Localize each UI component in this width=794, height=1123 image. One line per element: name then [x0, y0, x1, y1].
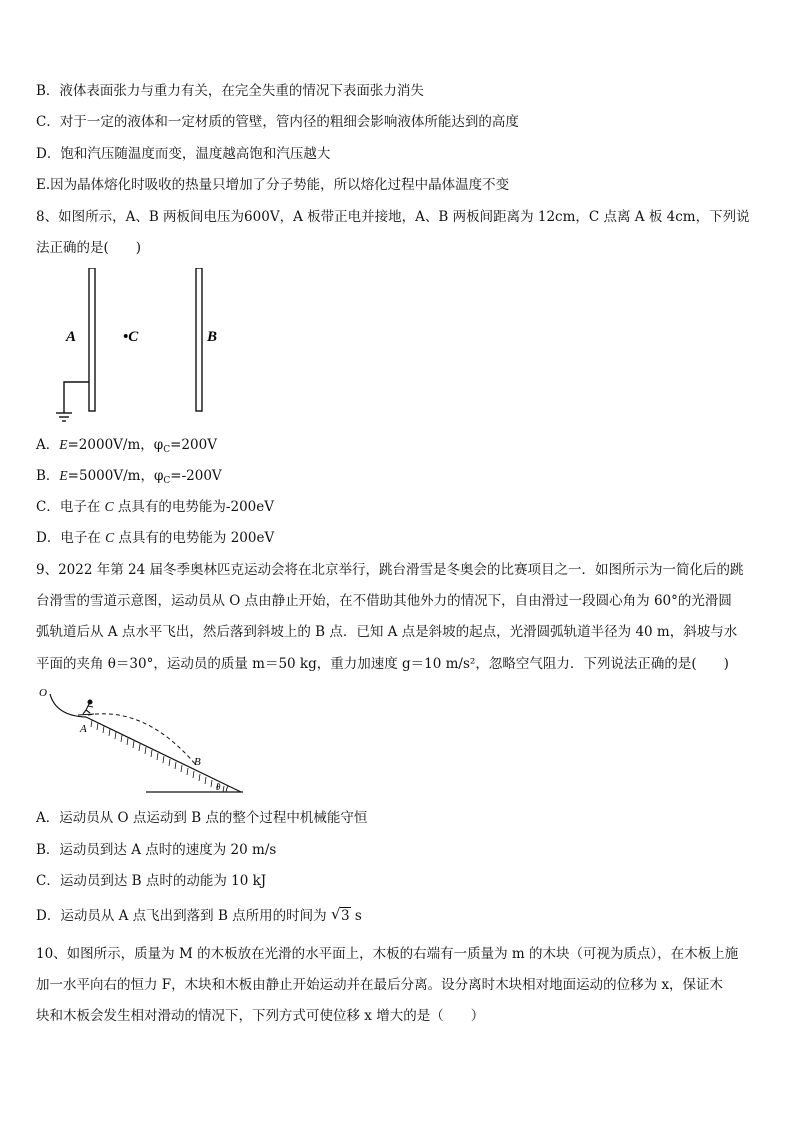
label-plate-b: B: [207, 329, 218, 345]
q8-option-a-prefix: A．: [36, 437, 60, 453]
q8-option-c-prefix: C．电子在: [36, 499, 105, 515]
q7-option-d: D．饱和汽压随温度而变，温度越高饱和汽压越大: [36, 146, 331, 162]
label-o: O: [39, 687, 47, 699]
q9-stem-line-3: 弧轨道后从 A 点水平飞出，然后落到斜坡上的 B 点．已知 A 点是斜坡的起点，光滑圆弧轨道半径为 40 m，斜坡与水: [36, 624, 738, 640]
q8-stem-line-1: 8、如图所示，A、B 两板间电压为600V，A 板带正电并接地，A、B 两板间距离为 12cm，C 点离 A 板 4cm，下列说: [36, 209, 750, 225]
sqrt-symbol: √ 3: [330, 905, 350, 924]
q9-option-c: C．运动员到达 B 点时的动能为 10 kJ: [36, 873, 267, 889]
label-point-c: •C: [123, 329, 139, 345]
q9-option-d: [36, 906, 362, 926]
q9-option-d-prefix: D．运动员从 A 点飞出到落到 B 点所用的时间为: [36, 908, 331, 924]
q8-option-a-middle: =2000V/m，φ: [67, 437, 164, 453]
q10-stem-line-1: 10、如图所示，质量为 M 的木板放在光滑的水平面上，木板的右端有一质量为 m 的木块（可视为质点），在木板上施: [36, 946, 739, 962]
q8-option-b-symbol: E: [59, 468, 68, 483]
label-theta: θ: [216, 782, 221, 792]
q9-stem-line-2: 台滑雪的雪道示意图，运动员从 O 点由静止开始，在不借助其他外力的情况下，自由滑过一段圆心角为 60°的光滑圆: [36, 593, 732, 609]
label-a: A: [80, 723, 87, 735]
q8-option-b-end: =-200V: [170, 468, 222, 484]
q8-option-b-prefix: B．: [36, 468, 60, 484]
ground-wire: [64, 382, 89, 413]
q8-option-a: [36, 435, 217, 460]
q8-option-b-subscript: C: [163, 476, 171, 486]
q9-ski-jump-figure: [36, 686, 251, 798]
q8-option-c-symbol: C: [104, 499, 114, 514]
q10-stem-line-3: 块和木板会发生相对滑动的情况下，下列方式可使位移 x 增大的是（ ）: [36, 1008, 485, 1024]
q10-stem-line-2: 加一水平向右的恒力 F，木块和木板由静止开始运动并在最后分离。设分离时木块相对地面运动的位移为 x，保证木: [36, 977, 724, 993]
q8-option-d-end: 点具有的电势能为 200eV: [114, 530, 275, 546]
angle-arc: [226, 786, 228, 792]
q8-option-c-end: 点具有的电势能为-200eV: [113, 499, 274, 515]
q9-option-a: A．运动员从 O 点运动到 B 点的整个过程中机械能守恒: [36, 810, 368, 826]
q7-option-e: E.因为晶体熔化时吸收的热量只增加了分子势能，所以熔化过程中晶体温度不变: [36, 177, 510, 193]
trajectory-dashed: [88, 714, 196, 765]
q9-option-d-unit: s: [350, 908, 362, 924]
q8-stem-line-2: 法正确的是( ): [36, 240, 142, 256]
q9-stem-line-1: 9、2022 年第 24 届冬季奥林匹克运动会将在北京举行，跳台滑雪是冬奥会的比赛项目之一．如图所示为一简化后的跳: [36, 562, 744, 578]
q8-option-d: [36, 528, 274, 548]
q9-option-b: B．运动员到达 A 点时的速度为 20 m/s: [36, 842, 277, 858]
sqrt-radicand: 3: [340, 908, 350, 924]
q8-capacitor-figure: [50, 268, 240, 428]
q8-option-b-middle: =5000V/m，φ: [67, 468, 164, 484]
slope-line: [86, 717, 241, 792]
q8-option-a-end: =200V: [170, 437, 217, 453]
q8-option-d-prefix: D．电子在: [36, 530, 106, 546]
skier-icon: [78, 700, 94, 715]
q8-option-a-subscript: C: [163, 445, 171, 455]
q7-option-b: B．液体表面张力与重力有关，在完全失重的情况下表面张力消失: [36, 83, 424, 99]
q8-option-a-symbol: E: [59, 437, 68, 452]
plate-b: [196, 268, 202, 411]
q7-option-c: C．对于一定的液体和一定材质的管壁，管内径的粗细会影响液体所能达到的高度: [36, 114, 519, 130]
plate-a: [89, 268, 95, 411]
q8-option-c: [36, 497, 274, 517]
q8-option-b: [36, 466, 222, 491]
label-plate-a: A: [66, 329, 77, 345]
q9-stem-line-4: 平面的夹角 θ＝30°，运动员的质量 m＝50 kg，重力加速度 g＝10 m/s²，忽略空气阻力．下列说法正确的是( ): [36, 656, 729, 672]
arc-track: [50, 694, 86, 717]
q8-option-d-symbol: C: [105, 530, 115, 545]
label-b: B: [194, 756, 201, 768]
